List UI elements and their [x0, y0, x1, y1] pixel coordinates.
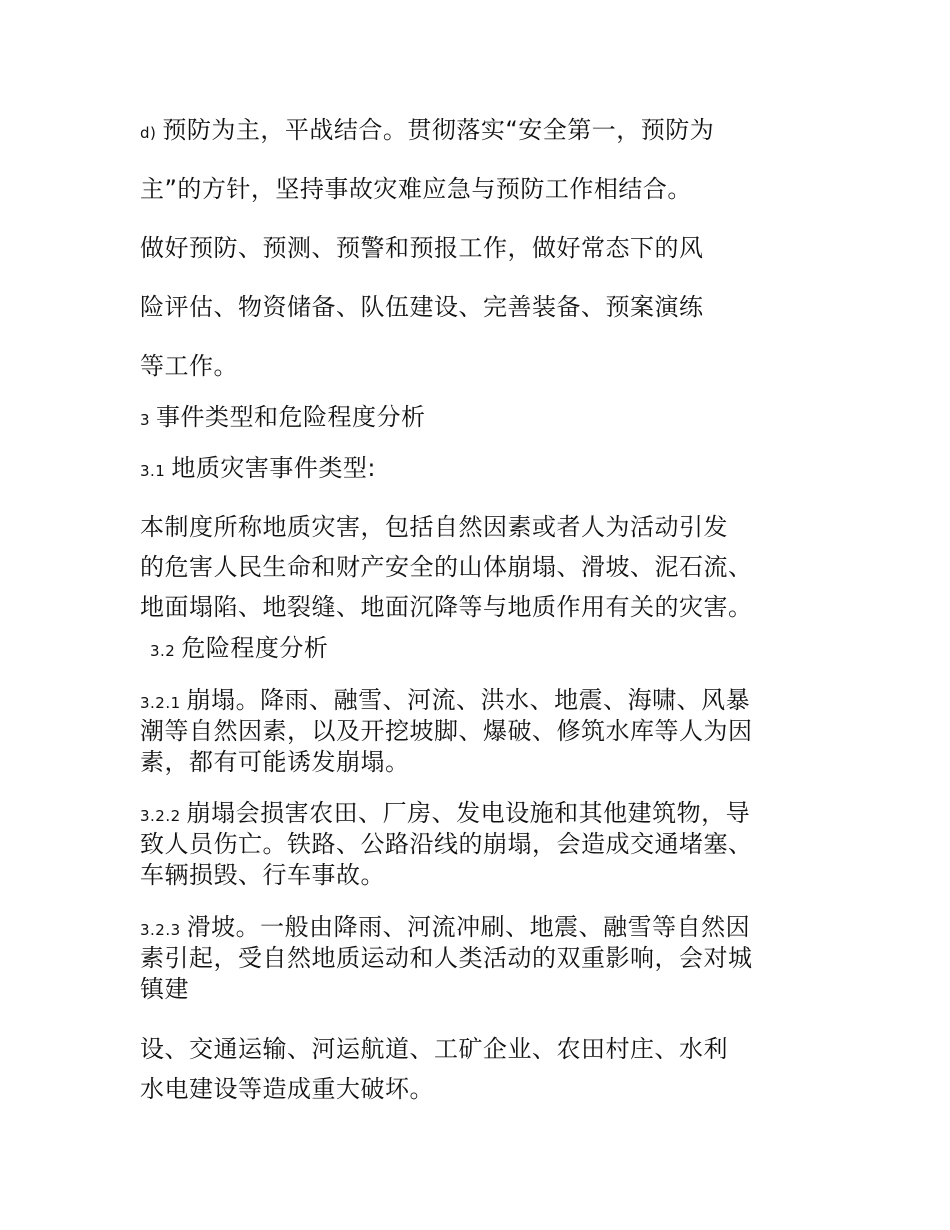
section-number: 3	[140, 411, 151, 429]
paragraph-line: 致人员伤亡。铁路、公路沿线的崩塌，会造成交通堵塞、	[140, 830, 753, 858]
paragraph-line: 险评估、物资储备、队伍建设、完善装备、预案演练	[140, 293, 704, 321]
paragraph-line: 等工作。	[140, 352, 238, 380]
paragraph-line: 车辆损毁、行车事故。	[140, 861, 385, 889]
item-number: 3.2.3	[140, 921, 181, 939]
paragraph-line: 素引起，受自然地质运动和人类活动的双重影响，会对城	[140, 944, 753, 972]
paragraph-line: 水电建设等造成重大破坏。	[140, 1075, 434, 1103]
section-title: 地质灾害事件类型:	[171, 454, 376, 482]
paragraph-line: 主”的方针，坚持事故灾难应急与预防工作相结合。	[140, 175, 692, 203]
section-number: 3.2	[150, 642, 176, 660]
list-marker: d)	[140, 124, 157, 142]
item-number: 3.2.2	[140, 807, 181, 825]
paragraph-line: 本制度所称地质灾害，包括自然因素或者人为活动引发	[140, 513, 728, 541]
section-heading	[140, 402, 426, 435]
paragraph-line: 的危害人民生命和财产安全的山体崩塌、滑坡、泥石流、	[140, 553, 753, 581]
paragraph-line: 地面塌陷、地裂缝、地面沉降等与地质作用有关的灾害。	[140, 593, 753, 621]
item-number: 3.2.1	[140, 694, 181, 712]
subsection-heading	[140, 453, 376, 486]
section-number: 3.1	[140, 462, 166, 480]
paragraph-line: 镇建	[140, 975, 189, 1003]
section-title: 危险程度分析	[181, 634, 329, 662]
paragraph-line: d) 预防为主，平战结合。贯彻落实“安全第一，预防为	[140, 116, 715, 144]
paragraph-line: 3.2.3 滑坡。一般由降雨、河流冲刷、地震、融雪等自然因	[140, 913, 751, 941]
subsection-heading	[150, 633, 328, 666]
paragraph-line: 潮等自然因素，以及开挖坡脚、爆破、修筑水库等人为因	[140, 717, 753, 745]
paragraph-line: 做好预防、预测、预警和预报工作，做好常态下的风	[140, 234, 704, 262]
section-title: 事件类型和危险程度分析	[156, 403, 426, 431]
paragraph-line: 3.2.2 崩塌会损害农田、厂房、发电设施和其他建筑物，导	[140, 799, 751, 827]
paragraph-line: 设、交通运输、河运航道、工矿企业、农田村庄、水利	[140, 1035, 728, 1063]
paragraph-line: 素，都有可能诱发崩塌。	[140, 748, 410, 776]
paragraph-line: 3.2.1 崩塌。降雨、融雪、河流、洪水、地震、海啸、风暴	[140, 686, 751, 714]
